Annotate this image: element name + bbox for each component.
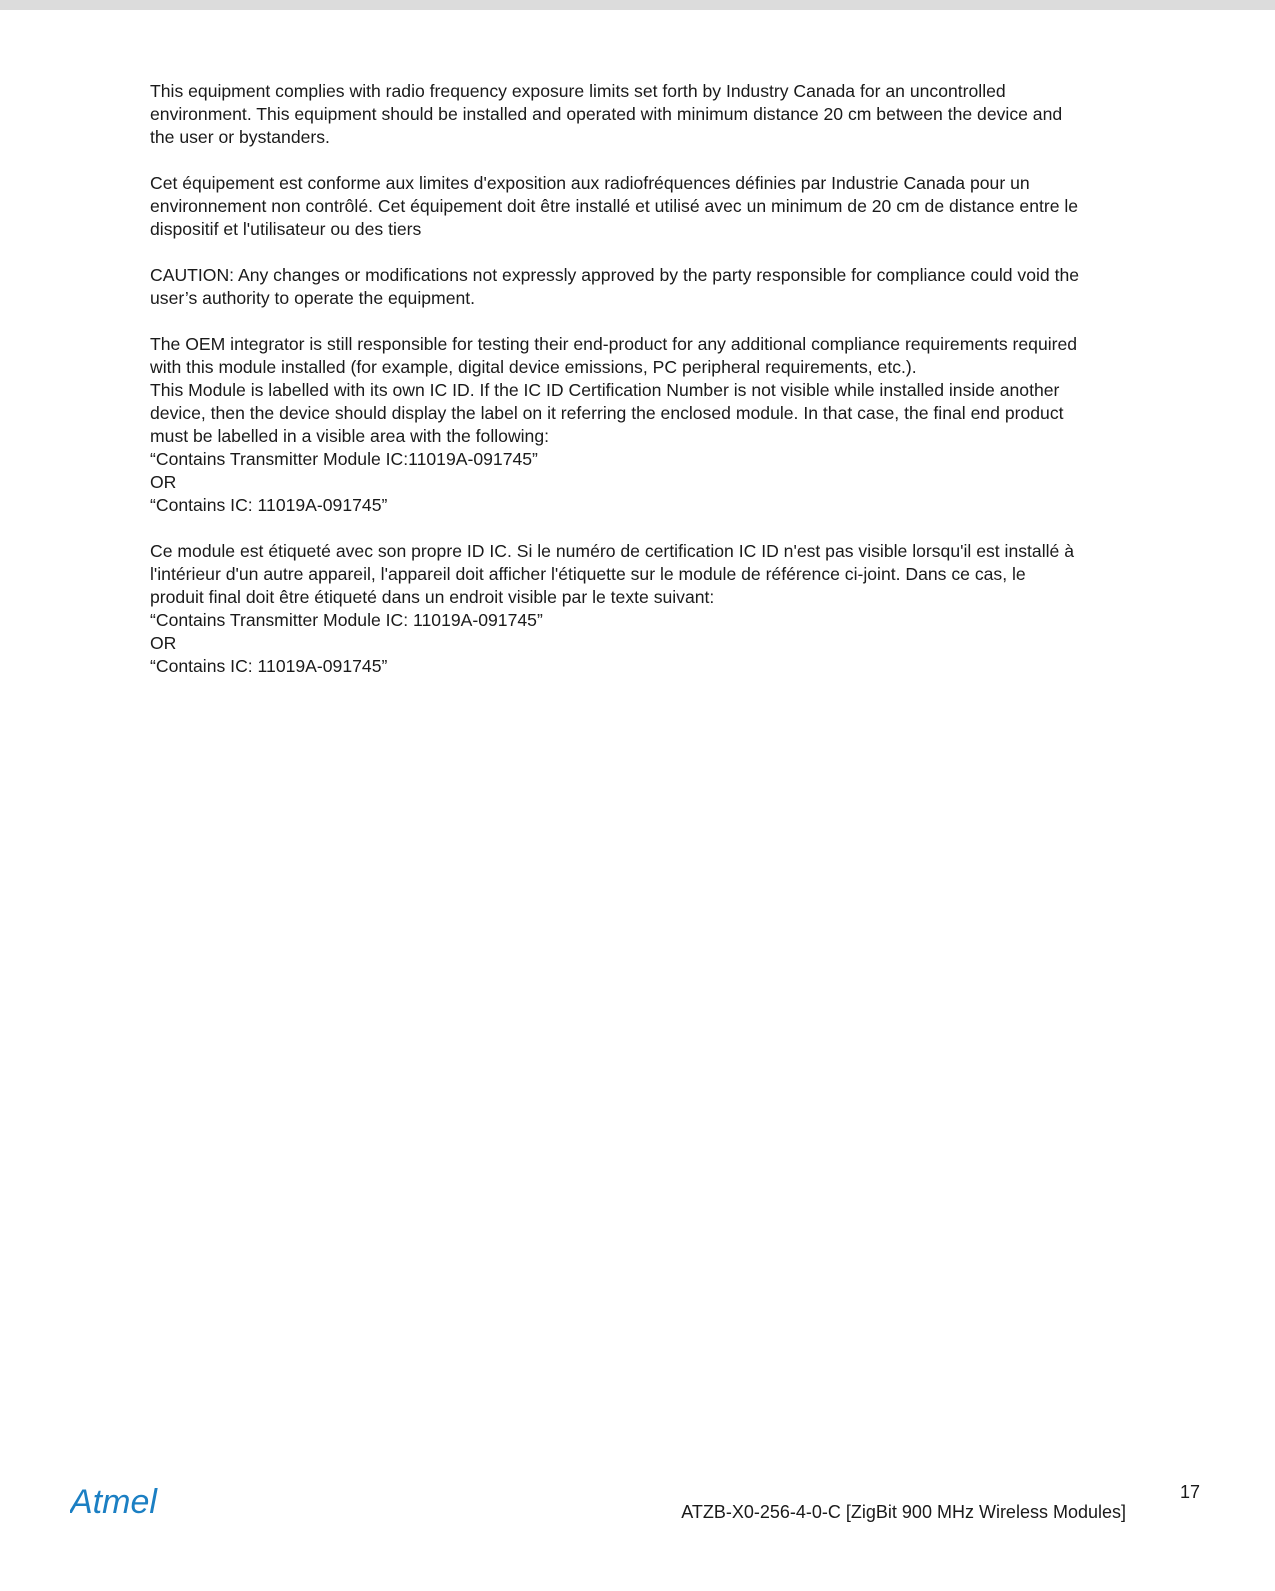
document-body (150, 80, 1200, 701)
paragraph-module-label-fr: Ce module est étiqueté avec son propre ID IC. Si le numéro de certification IC ID n'est pas visible lorsqu'il est installé à l'intérieur d'un autre appareil, l'appareil doit afficher l'étiquette sur le module de référence ci-joint. Dans ce cas, le produit final doit être étiqueté dans un endroit visible par le texte suivant: “Contains Transmitter Module IC: 11019A-091745” OR “Contains IC: 11019A-091745” (150, 541, 1074, 676)
top-strip (0, 0, 1275, 10)
paragraph-oem-integrator: The OEM integrator is still responsible for testing their end-product for any additional compliance requirements required with this module installed (for example, digital device emissions, PC peripheral requirements, etc.). This Module is labelled with its own IC ID. If the IC ID Certification Number is not visible while installed inside another device, then the device should display the label on it referring the enclosed module. In that case, the final end product must be labelled in a visible area with the following: “Contains Transmitter Module IC:11019A-091745” OR “Contains IC: 11019A-091745” (150, 334, 1078, 515)
atmel-logo-text: Atmel (70, 1483, 157, 1519)
atmel-logo (70, 1483, 200, 1519)
document-title: ATZB-X0-256-4-0-C [ZigBit 900 MHz Wireless Modules] (681, 1502, 1126, 1522)
paragraph-rf-exposure-fr: Cet équipement est conforme aux limites d'exposition aux radiofréquences définies par Industrie Canada pour un environnement non contrôlé. Cet équipement doit être installé et utilisé avec un minimum de 20 cm de distance entre le dispositif et l'utilisateur ou des tiers (150, 173, 1079, 239)
paragraph-caution: CAUTION: Any changes or modifications not expressly approved by the party responsible for compliance could void the user’s authority to operate the equipment. (150, 265, 1080, 308)
paragraph-rf-exposure-en: This equipment complies with radio frequency exposure limits set forth by Industry Canada for an uncontrolled environment. This equipment should be installed and operated with minimum distance 20 cm between the device and the user or bystanders. (150, 81, 1063, 147)
page-number: 17 (1179, 1482, 1200, 1502)
